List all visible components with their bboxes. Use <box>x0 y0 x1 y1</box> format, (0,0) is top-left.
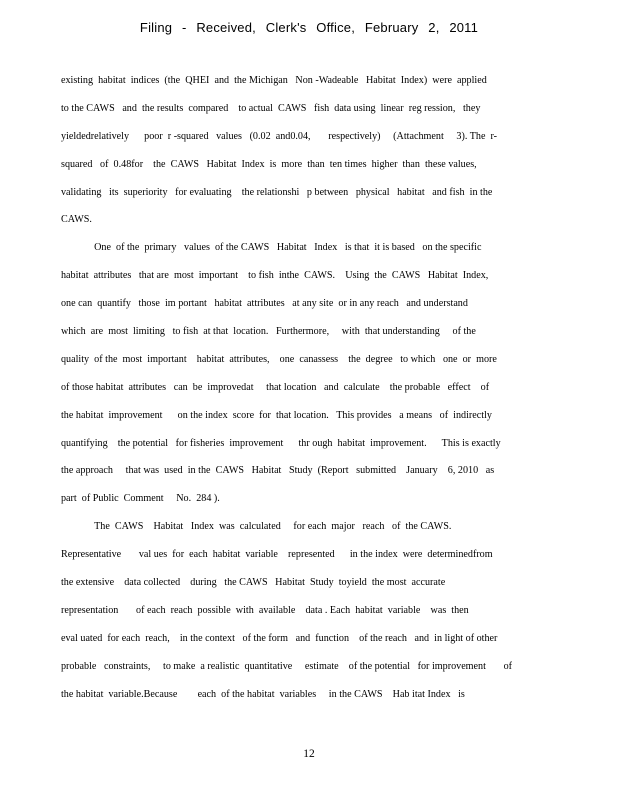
text-line: representation of each reach possible with available data . Each habitat variable was then <box>61 603 469 616</box>
text-line: existing habitat indices (the QHEI and the Michigan Non -Wadeable Habitat Index) were applied <box>61 74 487 86</box>
text-line: quantifying the potential for fisheries improvement thr ough habitat improvement. This is exactly <box>61 436 501 449</box>
text-line: CAWS. <box>61 213 92 226</box>
body-text <box>61 67 513 708</box>
text-line: eval uated for each reach, in the context of the form and function of the reach and in light of other <box>61 631 498 644</box>
text-line: the extensive data collected during the CAWS Habitat Study toyield the most accurate <box>61 576 446 589</box>
text-line: of those habitat attributes can be improvedat that location and calculate the probable effect of <box>61 380 490 393</box>
text-line: quality of the most important habitat attributes, one canassess the degree to which one or more <box>61 352 497 365</box>
text-line: Representative val ues for each habitat variable represented in the index were determinedfrom <box>61 548 493 561</box>
text-line: the approach that was used in the CAWS Habitat Study (Report submitted January 6, 2010 as <box>61 464 495 477</box>
paragraph-first-line: One of the primary values of the CAWS Habitat Index is that it is based on the specific <box>94 241 482 254</box>
text-line: part of Public Comment No. 284 ). <box>61 492 220 505</box>
text-line: one can quantify those im portant habitat attributes at any site or in any reach and understand <box>61 297 468 310</box>
text-line: habitat attributes that are most important to fish inthe CAWS. Using the CAWS Habitat Index, <box>61 269 489 282</box>
text-line: the habitat improvement on the index score for that location. This provides a means of indirectly <box>61 408 492 421</box>
text-line: probable constraints, to make a realistic quantitative estimate of the potential for improvement of <box>61 659 513 672</box>
page-number: 12 <box>303 748 315 760</box>
text-line: yieldedrelatively poor r -squared values (0.02 and0.04, respectively) (Attachment 3). The r- <box>61 129 498 142</box>
text-line: which are most limiting to fish at that location. Furthermore, with that understanding of the <box>61 325 476 338</box>
filing-header: Filing - Received, Clerk's Office, February 2, 2011 <box>139 20 479 35</box>
paragraph-first-line: The CAWS Habitat Index was calculated for each major reach of the CAWS. <box>94 520 452 533</box>
text-line: the habitat variable.Because each of the habitat variables in the CAWS Hab itat Index is <box>61 687 465 700</box>
text-line: to the CAWS and the results compared to actual CAWS fish data using linear reg ression, they <box>61 101 481 114</box>
text-line: validating its superiority for evaluating the relationshi p between physical habitat and fish in the <box>61 185 493 198</box>
text-line: squared of 0.48for the CAWS Habitat Index is more than ten times higher than these values, <box>61 157 477 170</box>
